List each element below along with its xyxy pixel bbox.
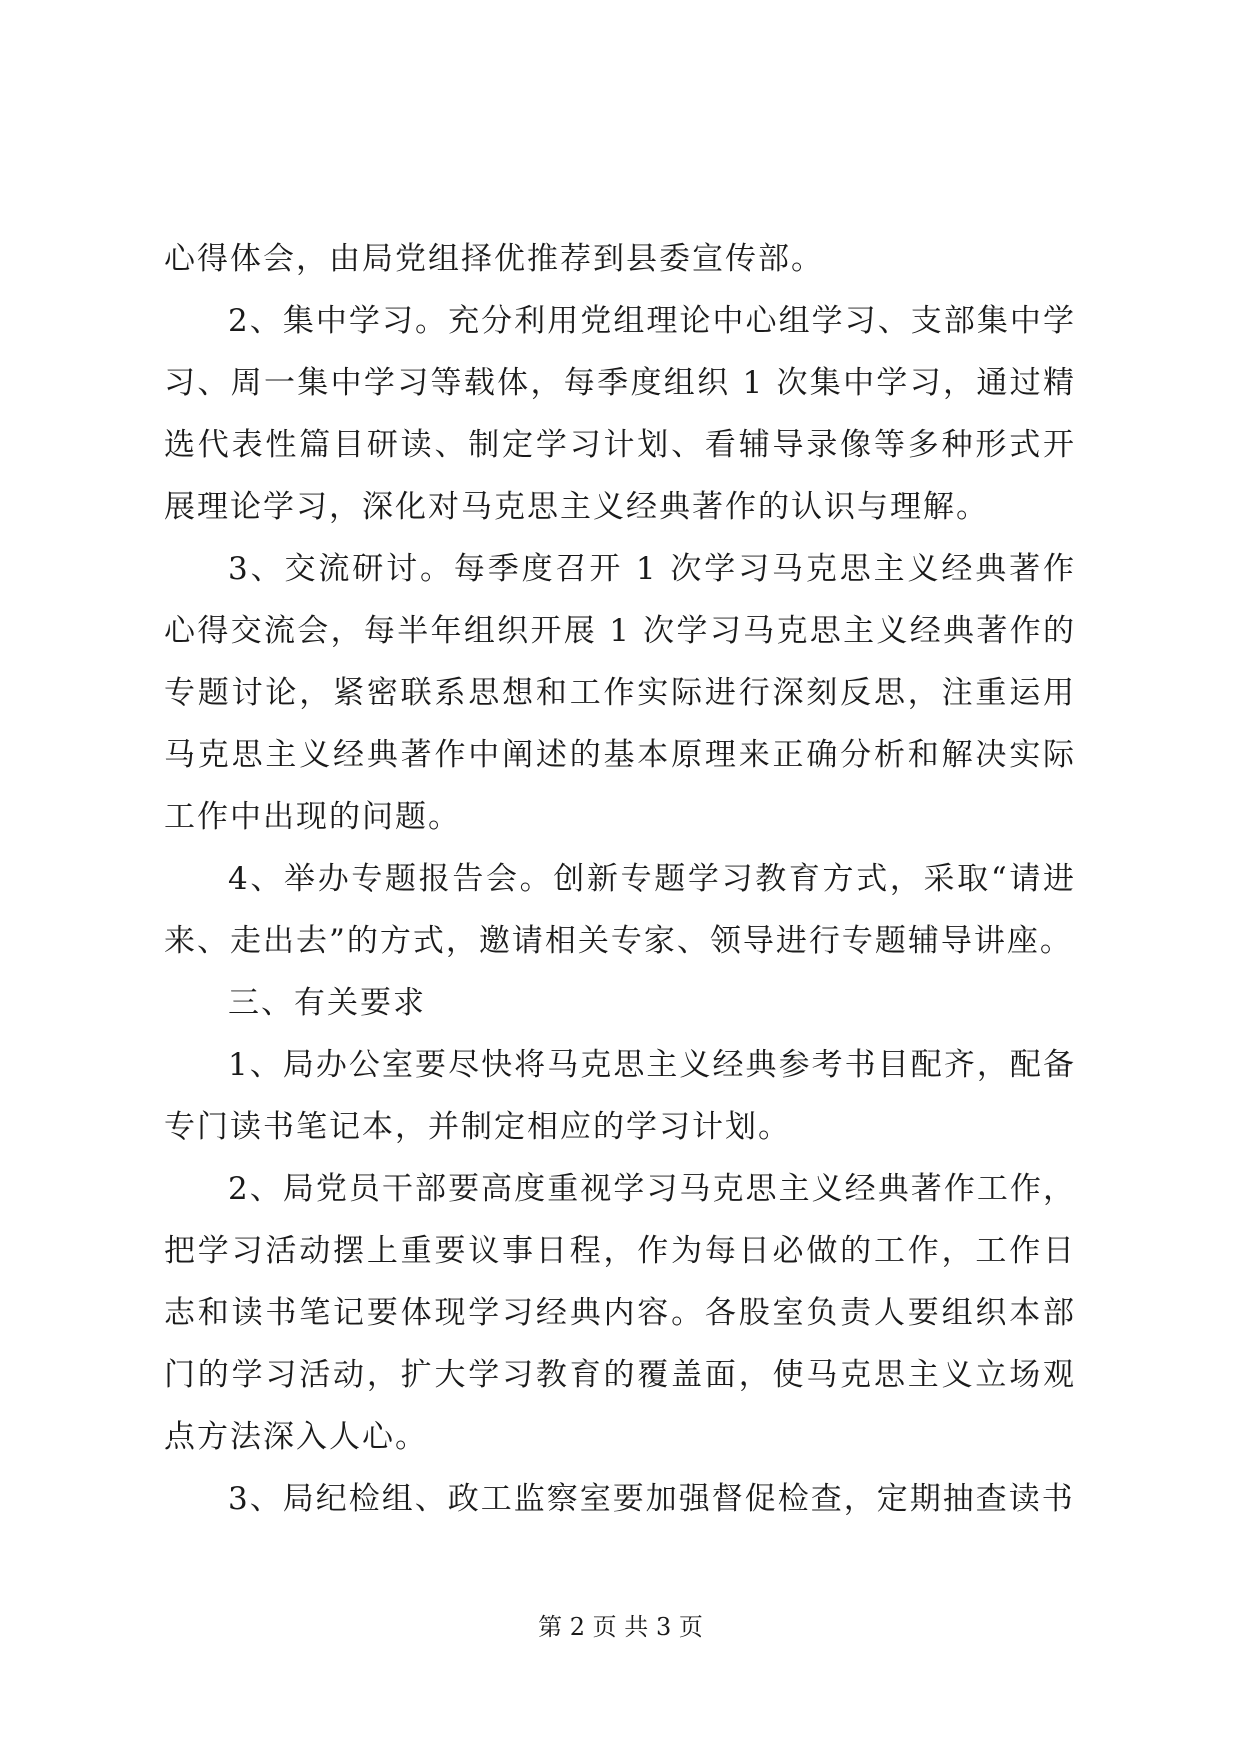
paragraph-7: 2、局党员干部要高度重视学习马克思主义经典著作工作，把学习活动摆上重要议事日程，作为每日必做的工作，工作日志和读书笔记要体现学习经典内容。各股室负责人要组织本部门的学习活动，扩大学习教育的覆盖面，使马克思主义立场观点方法深入人心。	[164, 1171, 1076, 1455]
paragraph-1: 心得体会，由局党组择优推荐到县委宣传部。	[164, 241, 824, 277]
paragraph-4: 4、举办专题报告会。创新专题学习教育方式，采取“请进来、走出去”的方式，邀请相关专家、领导进行专题辅导讲座。	[164, 861, 1076, 959]
page-footer: 第 2 页 共 3 页	[538, 1613, 703, 1641]
paragraph-8: 3、局纪检组、政工监察室要加强督促检查，定期抽查读书	[228, 1481, 1075, 1517]
paragraph-6: 1、局办公室要尽快将马克思主义经典参考书目配齐，配备专门读书笔记本，并制定相应的学习计划。	[164, 1047, 1076, 1145]
paragraph-3: 3、交流研讨。每季度召开 1 次学习马克思主义经典著作心得交流会，每半年组织开展 1 次学习马克思主义经典著作的专题讨论，紧密联系思想和工作实际进行深刻反思，注重运用马克思主义经典著作中阐述的基本原理来正确分析和解决实际工作中出现的问题。	[164, 551, 1076, 835]
section-heading: 三、有关要求	[228, 985, 426, 1021]
paragraph-2: 2、集中学习。充分利用党组理论中心组学习、支部集中学习、周一集中学习等载体，每季度组织 1 次集中学习，通过精选代表性篇目研读、制定学习计划、看辅导录像等多种形式开展理论学习，深化对马克思主义经典著作的认识与理解。	[164, 303, 1076, 525]
document-body	[164, 228, 1076, 1530]
